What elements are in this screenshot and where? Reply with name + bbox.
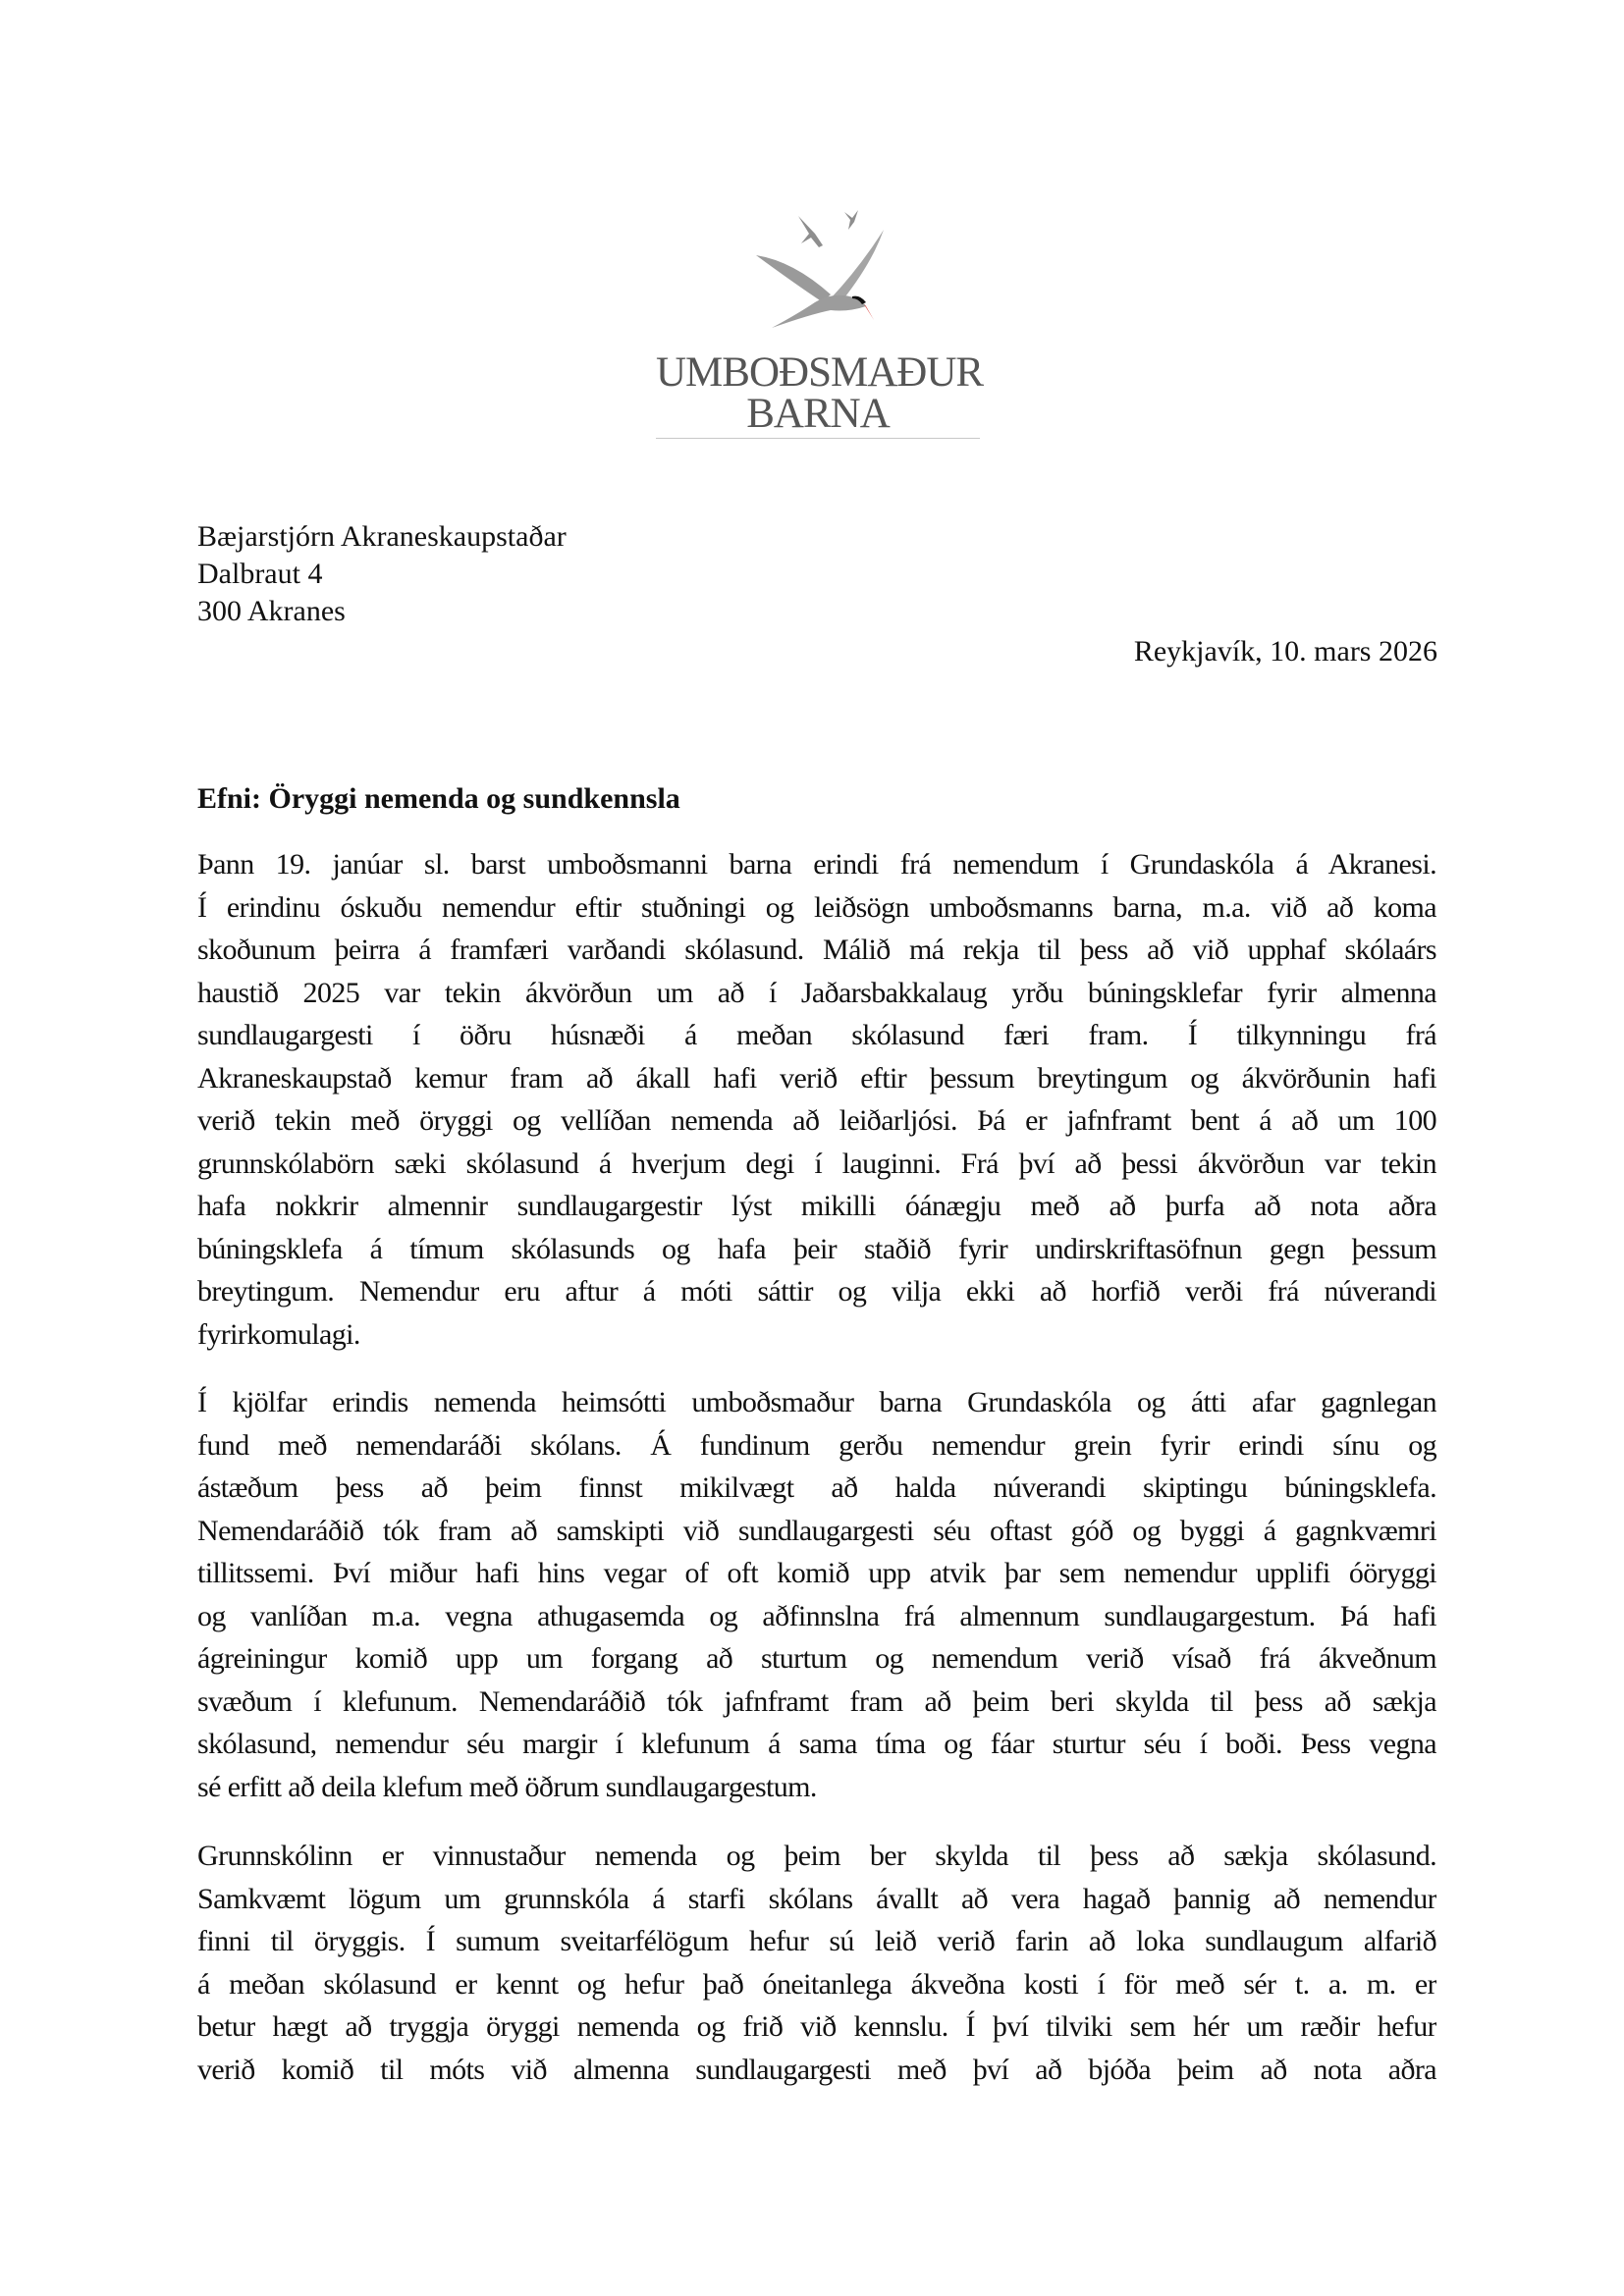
recipient-address [197,518,567,630]
text-line: og vanlíðan m.a. vegna athugasemda og aðfinnslna frá almennum sundlaugargestum. Þá hafi [197,1599,1436,1632]
text-line: tillitssemi. Því miður hafi hins vegar of oft komið upp atvik þar sem nemendur upplifi óöryggi [197,1557,1436,1589]
text-line: Í erindinu óskuðu nemendur eftir stuðningi og leiðsögn umboðsmanns barna, m.a. við að koma [197,890,1436,924]
org-name-line1: UMBOÐSMAÐUR [656,349,984,396]
text-line: skoðunum þeirra á framfæri varðandi skólasund. Málið má rekja til þess að við upphaf skólaárs [197,934,1436,966]
text-line: finni til öryggis. Í sumum sveitarfélögum hefur sú leið verið farin að loka sundlaugum alfarið [197,1925,1436,1957]
text-line: verið tekin með öryggi og vellíðan nemenda að leiðarljósi. Þá er jafnframt bent á að um 100 [197,1104,1436,1137]
paragraph-3 [197,1835,1436,2091]
text-line: skólasund, nemendur séu margir í klefunum á sama tíma og fáar sturtur séu í boði. Þess vegna [197,1728,1436,1760]
text-line: grunnskólabörn sæki skólasund á hverjum degi í lauginni. Frá því að þessi ákvörðun var tekin [197,1147,1436,1180]
text-line: Grunnskólinn er vinnustaður nemenda og þeim ber skylda til þess að sækja skólasund. [197,1840,1436,1872]
recipient-name: Bæjarstjórn Akraneskaupstaðar [197,520,567,553]
text-line: fyrirkomulagi. [197,1317,360,1351]
letterhead-divider [656,438,980,439]
text-line: búningsklefa á tímum skólasunds og hafa þeir staðið fyrir undirskriftasöfnun gegn þessum [197,1232,1436,1265]
text-line: ágreiningur komið upp um forgang að sturtum og nemendum verið vísað frá ákveðnum [197,1642,1436,1675]
text-line: breytingum. Nemendur eru aftur á móti sáttir og vilja ekki að horfið verði frá núverandi [197,1275,1436,1308]
text-line: sé erfitt að deila klefum með öðrum sundlaugargestum. [197,1770,817,1803]
date-line: Reykjavík, 10. mars 2026 [1133,635,1437,667]
arctic-tern-birds-icon [754,204,892,342]
text-line: verið komið til móts við almenna sundlaugargesti með því að bjóða þeim að nota aðra [197,2053,1436,2086]
recipient-street: Dalbraut 4 [197,558,323,590]
text-line: hafa nokkrir almennir sundlaugargestir lýst mikilli óánægju með að þurfa að nota aðra [197,1190,1436,1222]
text-line: Nemendaráðið tók fram að samskipti við sundlaugargesti séu oftast góð og byggi á gagnkvæmri [197,1514,1436,1547]
paragraph-2 [197,1381,1436,1808]
text-line: betur hægt að tryggja öryggi nemenda og frið við kennslu. Í því tilviki sem hér um ræðir hefur [197,2010,1436,2043]
text-line: Í kjölfar erindis nemenda heimsótti umboðsmaður barna Grundaskóla og átti afar gagnlegan [197,1386,1436,1418]
text-line: Þann 19. janúar sl. barst umboðsmanni barna erindi frá nemendum í Grundaskóla á Akranesi. [197,848,1436,881]
paragraph-1 [197,843,1436,1356]
letterhead-logo [656,204,984,440]
text-line: haustið 2025 var tekin ákvörðun um að í Jaðarsbakkalaug yrðu búningsklefar fyrir almenna [197,976,1436,1009]
text-line: ástæðum þess að þeim finnst mikilvægt að halda núverandi skiptingu búningsklefa. [197,1471,1436,1504]
subject-heading: Efni: Öryggi nemenda og sundkennsla [197,782,680,815]
text-line: fund með nemendaráði skólans. Á fundinum gerðu nemendur grein fyrir erindi sínu og [197,1428,1436,1462]
text-line: Samkvæmt lögum um grunnskóla á starfi skólans ávallt að vera hagað þannig að nemendur [197,1882,1436,1915]
text-line: svæðum í klefunum. Nemendaráðið tók jafnframt fram að þeim beri skylda til þess að sækja [197,1684,1436,1718]
org-name-line2: BARNA [746,391,890,437]
text-line: á meðan skólasund er kennt og hefur það óneitanlega ákveðna kosti í för með sér t. a. m. er [197,1967,1436,2001]
text-line: sundlaugargesti í öðru húsnæði á meðan skólasund færi fram. Í tilkynningu frá [197,1019,1436,1051]
recipient-city: 300 Akranes [197,595,346,627]
text-line: Akraneskaupstað kemur fram að ákall hafi verið eftir þessum breytingum og ákvörðunin hafi [197,1061,1436,1095]
